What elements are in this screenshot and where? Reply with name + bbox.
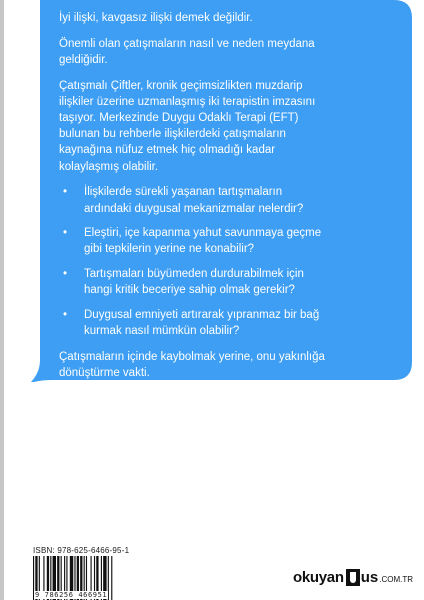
barcode-digits: 9 786256 466951 (35, 591, 108, 599)
page-edge (0, 0, 4, 600)
back-cover-text (59, 10, 327, 391)
bullet-icon: • (62, 309, 68, 322)
speech-bubble (30, 0, 412, 382)
description-paragraph: Çatışmalı Çiftler, kronik geçimsizlikten muzdarip ilişkiler üzerine uzmanlaşmış iki terapistin imzasını taşıyor. Merkezinde Duygu Odaklı Terapi (EFT) bulunan bu rehberle ilişkilerdeki çatışmaların kaynağına nüfuz etmek hiç olmadığı kadar kolaylaşmış olabilir. (59, 79, 316, 173)
publisher-domain: .COM.TR (379, 574, 414, 584)
closing-line: Çatışmaların içinde kaybolmak yerine, onu yakınlığa dönüştürme vakti. (59, 350, 325, 380)
question-item (59, 225, 327, 257)
intro-line-2: Önemli olan çatışmaların nasıl ve neden meydana geldiğidir. (59, 37, 315, 66)
question-item (59, 266, 327, 298)
bullet-icon: • (62, 227, 68, 240)
question-text: Duygusal emniyeti artırarak yıpranmaz bir bağ kurmak nasıl mümkün olabilir? (84, 309, 320, 338)
isbn-label: ISBN: 978-625-6466-95-1 (33, 546, 130, 555)
publisher-suffix: us (360, 568, 379, 586)
publisher-name: okuyan (293, 568, 344, 586)
question-item (59, 307, 327, 339)
question-list (59, 184, 327, 339)
bullet-icon: • (62, 268, 68, 281)
question-text: Eleştiri, içe kapanma yahut savunmaya geçme gibi tepkilerin yerine ne konabilir? (84, 227, 322, 256)
question-item (59, 184, 327, 216)
question-text: İlişkilerde sürekli yaşanan tartışmaların ardındaki duygusal mekanizmalar nelerdir? (84, 186, 304, 215)
intro-line-1: İyi ilişki, kavgasız ilişki demek değildir. (59, 12, 253, 24)
question-text: Tartışmaları büyümeden durdurabilmek için hangi kritik beceriye sahip olmak gerekir? (84, 268, 304, 297)
publisher-mark-icon (346, 569, 360, 586)
publisher-logo (293, 566, 413, 588)
bullet-icon: • (62, 186, 68, 199)
